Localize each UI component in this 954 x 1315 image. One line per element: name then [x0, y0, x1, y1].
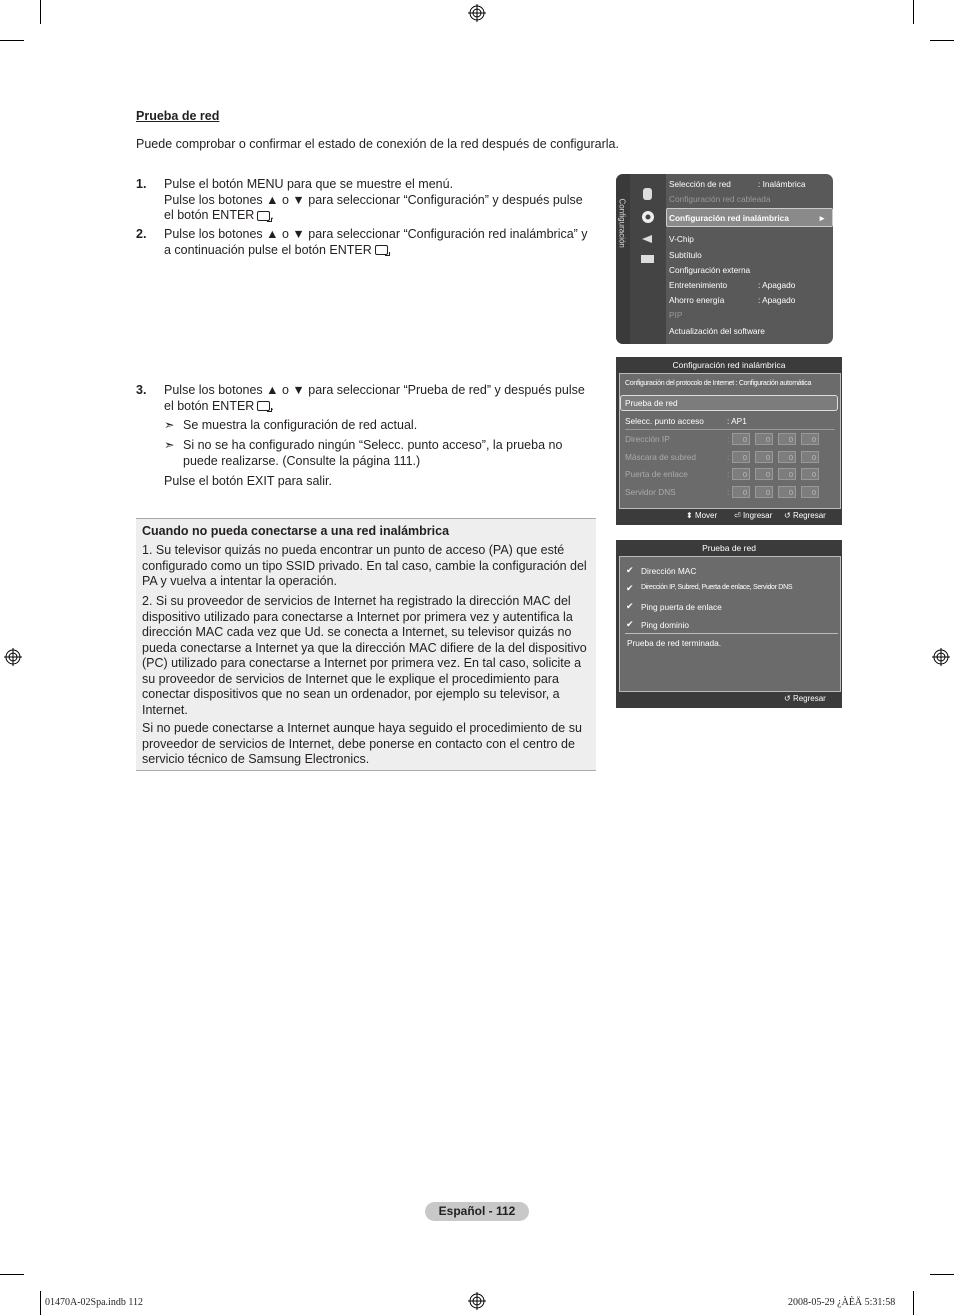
network-test-item[interactable]: Prueba de red: [625, 398, 678, 408]
tv-icon: [640, 252, 656, 266]
wireless-config-screen: [616, 357, 842, 525]
step-number: 2.: [136, 227, 147, 241]
step-line: Pulse los botones ▲ o ▼ para seleccionar “Configuración red inalámbrica” y: [164, 227, 588, 241]
settings-menu-screen: [616, 174, 833, 344]
ip-field-colon: :: [727, 469, 730, 479]
access-point-label[interactable]: Selecc. punto acceso: [625, 416, 704, 426]
note-text: Se muestra la configuración de red actual.: [183, 418, 418, 432]
info-paragraph: 2. Si su proveedor de servicios de Internet ha registrado la dirección MAC del dispositivo utilizado para conectarse a Internet por primera vez y autentifica la dirección MAC cada vez que Ud. se conecta a Internet, su televisor quizás no pueda conectarse a Internet ya que la dirección MAC difiere de la del dispositivo (PC) utilizado para conectarse a Internet por primera vez. En tal caso, solicite a su proveedor de servicios de Internet que le explique el procedimiento para conectar dispositivos que no sean un ordenador, por ejemplo su televisor, a Internet.: [142, 594, 587, 717]
check-item: Dirección MAC: [641, 566, 697, 576]
ip-digit-box[interactable]: 0: [801, 468, 819, 480]
check-icon: ✔: [626, 601, 634, 611]
menu-list: [666, 174, 833, 344]
step-line: Pulse los botones ▲ o ▼ para seleccionar “Configuración” y después pulse: [164, 192, 583, 207]
page-number: Español - 112: [425, 1202, 529, 1221]
footer-enter: ⏎ Ingresar: [734, 511, 773, 520]
exit-text: Pulse el botón EXIT para salir.: [164, 474, 332, 488]
menu-item-wired[interactable]: Configuración red cableada: [669, 194, 771, 204]
footer-return: ↺ Regresar: [784, 511, 826, 520]
screen-title: Prueba de red: [702, 543, 756, 553]
check-item: Dirección IP, Subred, Puerta de enlace, Servidor DNS: [641, 584, 793, 591]
enter-icon: [257, 401, 270, 411]
ip-digit-box[interactable]: 0: [755, 468, 773, 480]
ip-digit-box[interactable]: 0: [778, 433, 796, 445]
ip-digit-box[interactable]: 0: [755, 451, 773, 463]
registration-mark-icon: [468, 1292, 486, 1310]
ip-digit-box[interactable]: 0: [778, 486, 796, 498]
step-line: Pulse los botones ▲ o ▼ para seleccionar “Prueba de red” y después pulse: [164, 383, 585, 397]
registration-mark-icon: [932, 648, 950, 666]
ip-digit-box[interactable]: 0: [732, 451, 750, 463]
check-icon: ✔: [626, 583, 634, 593]
test-result: Prueba de red terminada.: [627, 638, 722, 648]
screen-title: Configuración red inalámbrica: [672, 360, 786, 370]
gear-icon: [639, 208, 657, 226]
ip-field-label[interactable]: Servidor DNS: [625, 487, 676, 497]
menu-item-pip[interactable]: PIP: [669, 310, 683, 320]
menu-item-wireless[interactable]: Configuración red inalámbrica ►: [669, 213, 827, 223]
enter-icon: ⏎: [734, 511, 741, 520]
step-line: Pulse el botón MENU para que se muestre el menú.: [164, 177, 454, 191]
return-icon: ↺: [784, 511, 791, 520]
return-icon: ↺: [784, 694, 791, 703]
ip-field-colon: :: [727, 487, 730, 497]
intro-text: Puede comprobar o confirmar el estado de conexión de la red después de configurarla.: [136, 137, 619, 151]
step-line: a continuación pulse el botón ENTER: [164, 242, 372, 257]
ip-digit-box[interactable]: 0: [732, 486, 750, 498]
protocol-setting[interactable]: Configuración del protocolo de Internet : Configuración automática: [625, 380, 812, 387]
ip-digit-box[interactable]: 0: [732, 468, 750, 480]
check-icon: ✔: [626, 565, 634, 575]
slug-right: 2008-05-29 ¿ÀÈÄ 5:31:58: [788, 1297, 896, 1308]
menu-vertical-label: Configuración: [617, 198, 627, 248]
check-item: Ping puerta de enlace: [641, 602, 722, 612]
ip-field-label[interactable]: Máscara de subred: [625, 452, 697, 462]
access-point-value: : AP1: [727, 416, 747, 426]
registration-mark-icon: [468, 4, 486, 22]
check-item: Ping dominio: [641, 620, 689, 630]
step-line: el botón ENTER: [164, 398, 255, 413]
registration-mark-icon: [4, 648, 22, 666]
step-number: 3.: [136, 383, 147, 397]
step-number: 1.: [136, 177, 147, 191]
footer-move: ⬍ Mover: [686, 511, 718, 520]
menu-item-entertainment[interactable]: Entretenimiento : Apagado: [669, 280, 796, 290]
footer-return: ↺ Regresar: [784, 694, 826, 703]
step-line: el botón ENTER: [164, 208, 255, 222]
ip-digit-box[interactable]: 0: [801, 486, 819, 498]
menu-item-external[interactable]: Configuración externa: [669, 265, 751, 275]
note-text: Si no se ha configurado ningún “Selecc. punto acceso”, la prueba no puede realizarse. (Consulte la página 111.): [183, 438, 563, 468]
ip-digit-box[interactable]: 0: [801, 433, 819, 445]
enter-icon: [257, 211, 270, 221]
picture-icon: [640, 186, 656, 202]
menu-item-network-select[interactable]: Selección de red : Inalámbrica: [669, 179, 806, 189]
menu-item-vchip[interactable]: V-Chip: [669, 234, 694, 244]
ip-digit-box[interactable]: 0: [755, 433, 773, 445]
ip-field-colon: :: [727, 452, 730, 462]
ip-digit-box[interactable]: 0: [755, 486, 773, 498]
ip-field-label[interactable]: Puerta de enlace: [625, 469, 688, 479]
check-icon: ✔: [626, 619, 634, 629]
menu-icons-column: [630, 174, 666, 344]
info-paragraph: Si no puede conectarse a Internet aunque haya seguido el procedimiento de su proveedor de servicios de Internet, debe ponerse en contacto con el centro de servicio técnico de Samsung Electronics.: [142, 721, 582, 766]
ip-digit-box[interactable]: 0: [778, 468, 796, 480]
info-paragraph: 1. Su televisor quizás no pueda encontrar un punto de acceso (PA) que esté configurado como un tipo SSID privado. En tal caso, cambie la configuración del PA y vuelva a intentar la operación.: [142, 543, 587, 588]
input-icon: [640, 232, 656, 246]
section-title: Prueba de red: [136, 109, 220, 123]
menu-item-energy[interactable]: Ahorro energía : Apagado: [669, 295, 796, 305]
menu-item-subtitle[interactable]: Subtítulo: [669, 250, 702, 260]
arrow-icon: ➣: [164, 418, 175, 432]
info-box: [136, 518, 596, 771]
info-box-title: Cuando no pueda conectarse a una red inalámbrica: [142, 524, 450, 538]
ip-field-label[interactable]: Dirección IP: [625, 434, 670, 444]
network-test-screen: [616, 540, 842, 708]
ip-digit-box[interactable]: 0: [732, 433, 750, 445]
ip-digit-box[interactable]: 0: [778, 451, 796, 463]
ip-field-colon: :: [727, 434, 730, 444]
menu-item-software-update[interactable]: Actualización del software: [669, 326, 765, 336]
ip-digit-box[interactable]: 0: [801, 451, 819, 463]
arrow-icon: ➣: [164, 438, 175, 452]
slug-left: 01470A-02Spa.indb 112: [45, 1297, 143, 1308]
enter-icon: [375, 245, 388, 255]
